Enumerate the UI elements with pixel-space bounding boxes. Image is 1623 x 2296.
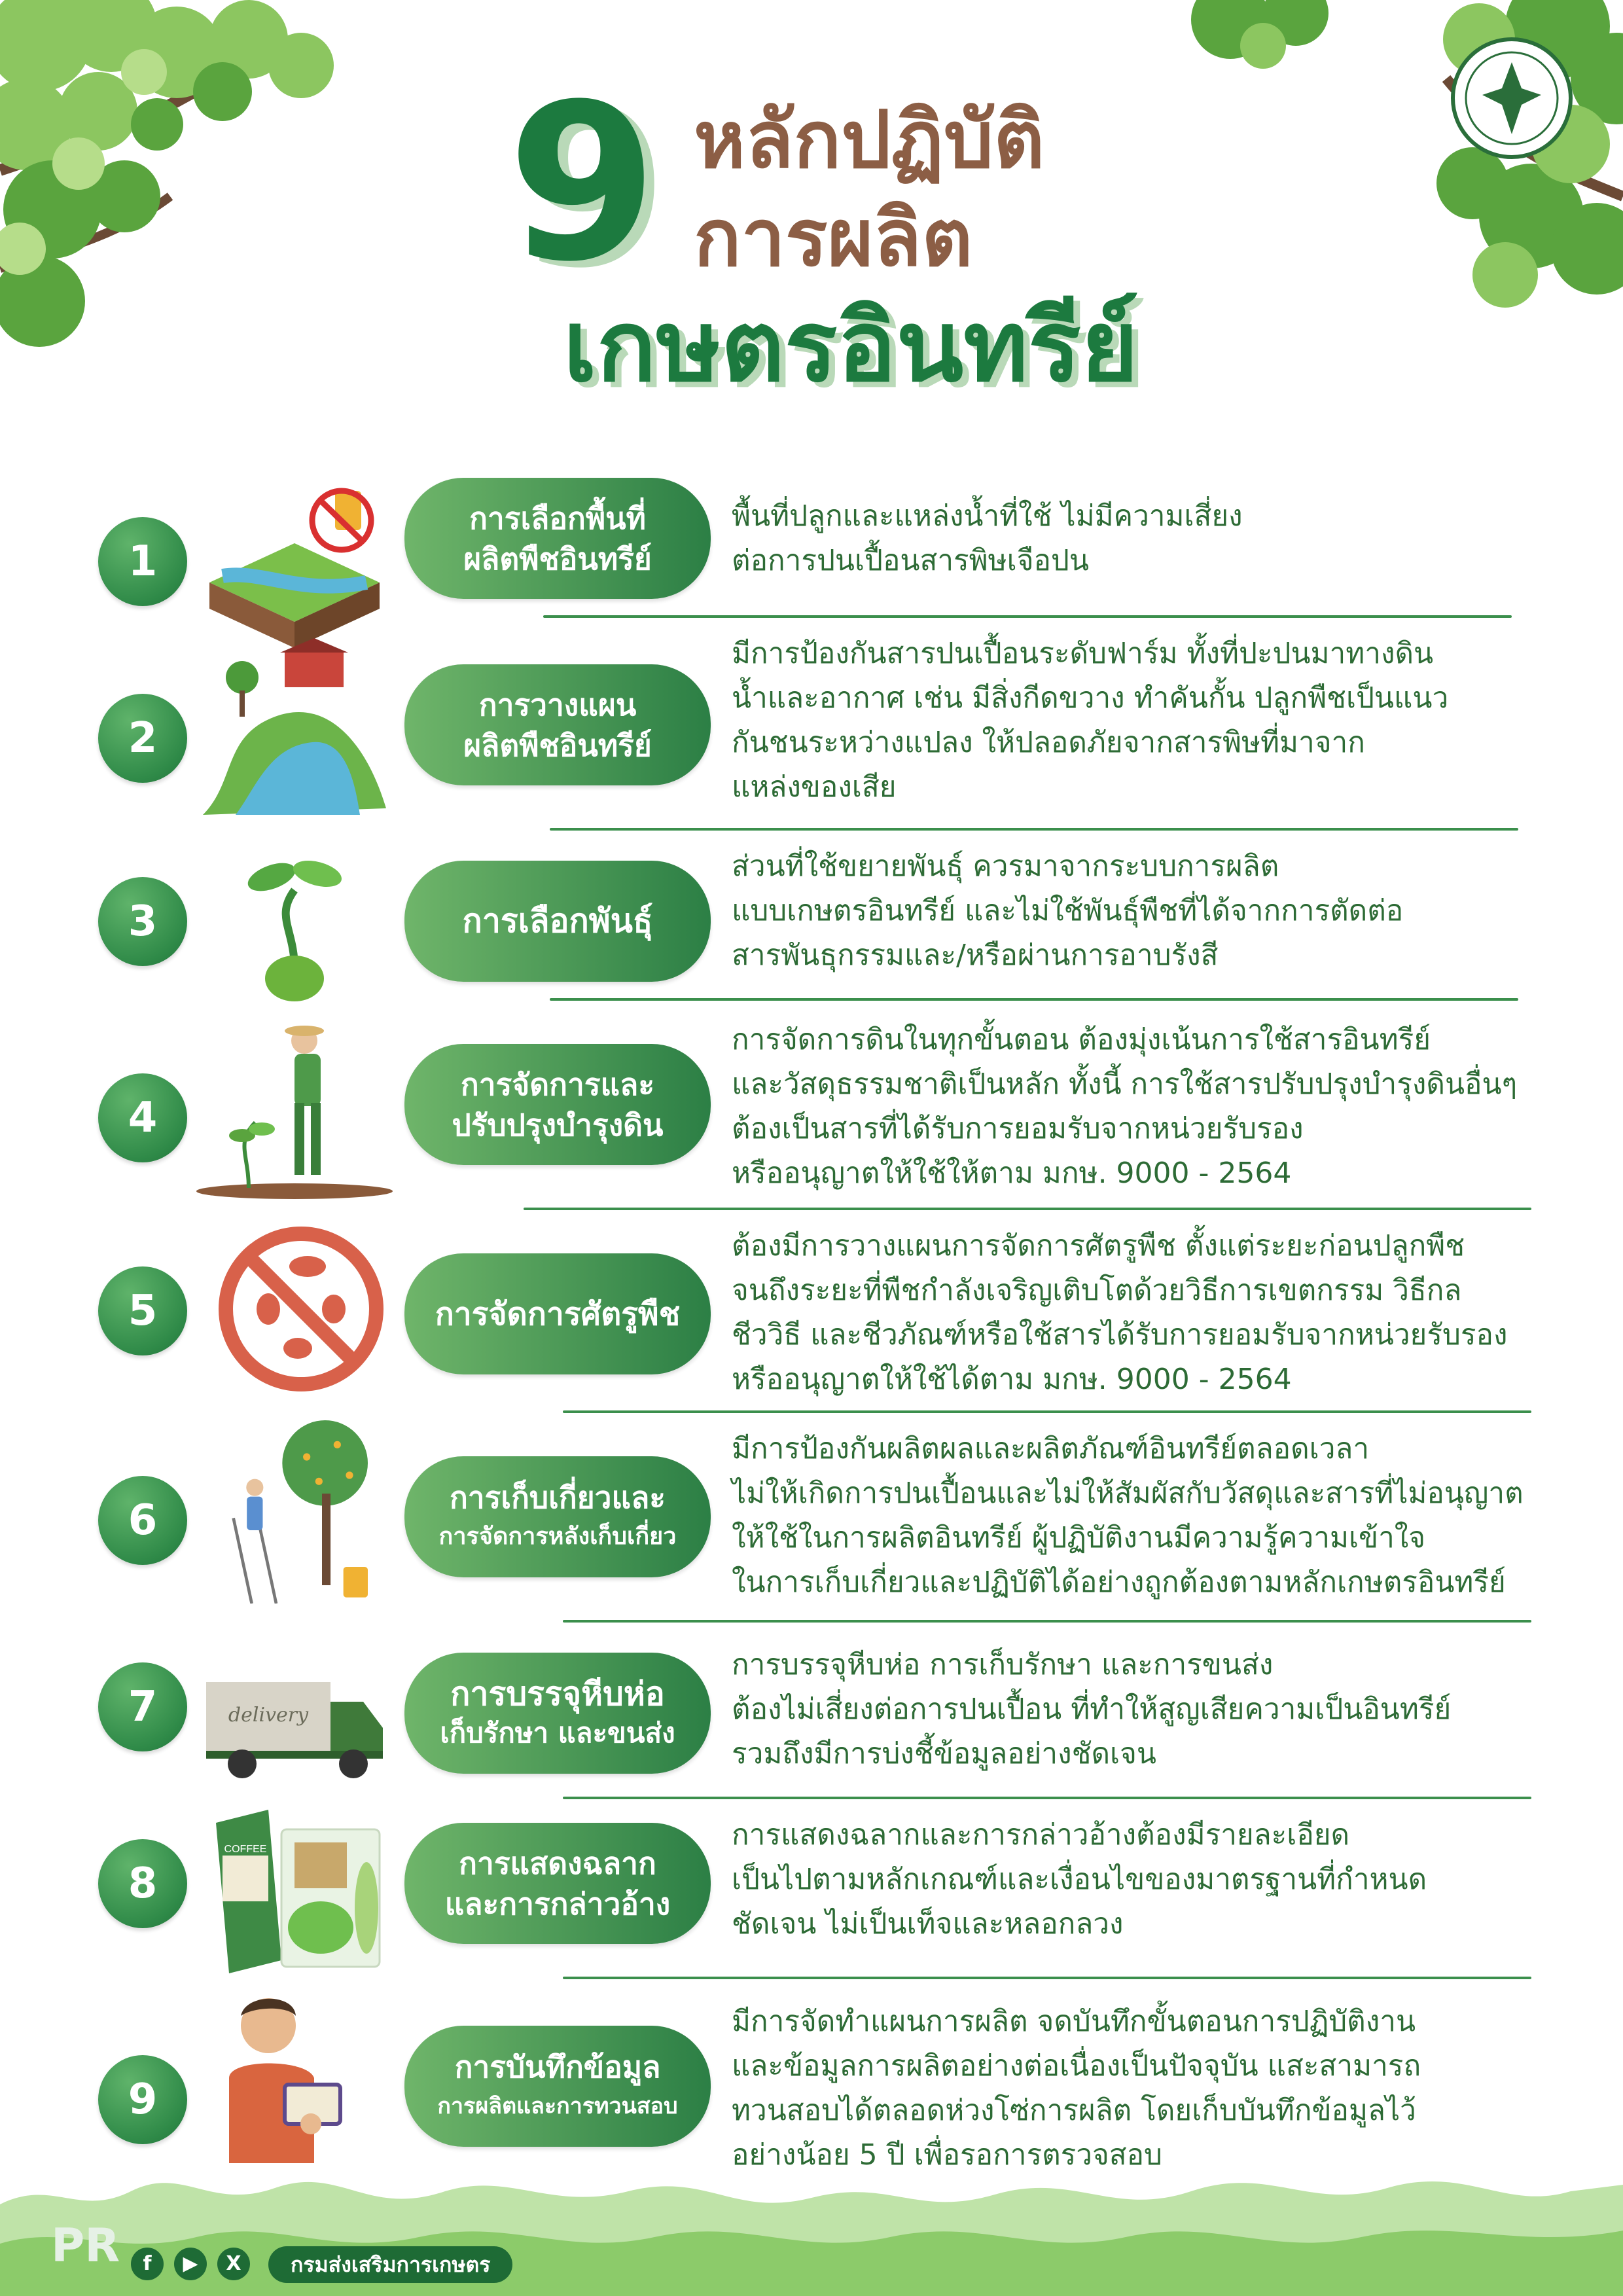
step-label-pill: การแสดงฉลาก และการกล่าวอ้าง	[404, 1823, 711, 1944]
row-divider	[550, 998, 1518, 1001]
no-pests-icon	[196, 1217, 393, 1401]
list-item	[0, 628, 1623, 831]
truck-text: delivery	[228, 1704, 309, 1727]
bag-text: COFFEE	[224, 1844, 267, 1855]
list-item	[0, 1420, 1623, 1617]
farmer-soil-icon	[196, 1018, 393, 1201]
step-description: มีการจัดทำแผนการผลิต จดบันทึกขั้นตอนการปฏิบัติงาน และข้อมูลการผลิตอย่างต่อเนื่องเป็นปัจจุบัน แสะสามารถ ทวนสอบได้ตลอดห่วงโซ่การผลิต โดยเก็บบันทึกข้อมูลไว้ อย่างน้อย 5 ปี เพื่อรอการตรวจสอบ	[732, 2005, 1421, 2172]
title-line-2: การผลิต	[694, 193, 973, 284]
step-label-pill: การวางแผน ผลิตพืชอินทรีย์	[404, 664, 711, 785]
step-number: 7	[98, 1662, 187, 1751]
step-number: 9	[98, 2055, 187, 2144]
step-number: 3	[98, 877, 187, 966]
step-label-pill: การบันทึกข้อมูล การผลิตและการทวนสอบ	[404, 2026, 711, 2147]
step-label-pill: การเลือกพื้นที่ ผลิตพืชอินทรีย์	[404, 478, 711, 599]
seedling-icon	[196, 838, 393, 1021]
title-number: 9	[507, 58, 658, 309]
step-label-pill: การบรรจุหีบห่อ เก็บรักษา และขนส่ง	[404, 1653, 711, 1774]
row-divider	[563, 1977, 1531, 1979]
harvest-tree-icon	[196, 1420, 393, 1604]
list-item	[0, 1217, 1623, 1414]
row-divider	[543, 615, 1512, 618]
step-description: การแสดงฉลากและการกล่าวอ้างต้องมีรายละเอียด เป็นไปตามหลักเกณฑ์และเงื่อนไขของมาตรฐานที่กำหนด ชัดเจน ไม่เป็นเท็จและหลอกลวง	[732, 1818, 1427, 1941]
step-description: พื้นที่ปลูกและแหล่งน้ำที่ใช้ ไม่มีความเสี่ยง ต่อการปนเปื้อนสารพิษเจือปน	[732, 499, 1243, 577]
row-divider	[563, 1620, 1531, 1623]
row-divider	[563, 1410, 1531, 1413]
list-item	[0, 838, 1623, 1001]
step-number: 5	[98, 1266, 187, 1355]
step-label-pill: การเลือกพันธุ์	[404, 861, 711, 982]
step-label-pill: การเก็บเกี่ยวและ การจัดการหลังเก็บเกี่ยว	[404, 1456, 711, 1577]
step-description: ส่วนที่ใช้ขยายพันธุ์ ควรมาจากระบบการผลิต แบบเกษตรอินทรีย์ และไม่ใช้พันธุ์พืชที่ได้จากการตัดต่อ สารพันธุกรรมและ/หรือผ่านการอาบรังสี	[732, 850, 1404, 972]
department-seal-icon	[1450, 36, 1574, 160]
facebook-icon[interactable]: f	[131, 2248, 164, 2280]
title-main: เกษตรอินทรีย์	[563, 290, 1139, 404]
farmland-water-icon	[196, 471, 393, 655]
youtube-icon[interactable]: ▶	[174, 2248, 207, 2280]
list-item	[0, 458, 1623, 622]
row-divider	[563, 1797, 1531, 1799]
step-number: 4	[98, 1073, 187, 1162]
foliage-top-left-icon	[0, 0, 340, 393]
title-line-1: หลักปฏิบัติ	[694, 95, 1045, 186]
delivery-truck-icon	[196, 1630, 393, 1813]
list-item	[0, 1800, 1623, 1970]
step-description: ต้องมีการวางแผนการจัดการศัตรูพืช ตั้งแต่ระยะก่อนปลูกพืช จนถึงระยะที่พืชกำลังเจริญเติบโตด้วยวิธีการเขตกรรม วิธีกล ชีววิธี และชีวภัณฑ์หรือใช้สารได้รับการยอมรับจากหน่วยรับรอง หรืออนุญาตให้ใช้ได้ตาม มกษ. 9000 - 2564	[732, 1229, 1508, 1396]
step-description: มีการป้องกันสารปนเปื้อนระดับฟาร์ม ทั้งที่ปะปนมาทางดิน น้ำและอากาศ เช่น มีสิ่งกีดขวาง ทำคันกั้น ปลูกพืชเป็นแนว กันชนระหว่างแปลง ให้ปลอดภัยจากสารพิษที่มาจาก แหล่งของเสีย	[732, 637, 1449, 804]
step-number: 8	[98, 1839, 187, 1928]
step-number: 1	[98, 517, 187, 606]
row-divider	[550, 828, 1518, 831]
pr-logo: PR	[51, 2219, 120, 2272]
farm-river-icon	[196, 638, 393, 821]
step-number: 6	[98, 1476, 187, 1565]
department-badge[interactable]: กรมส่งเสริมการเกษตร	[268, 2246, 512, 2283]
step-description: การจัดการดินในทุกขั้นตอน ต้องมุ่งเน้นการใช้สารอินทรีย์ และวัสดุธรรมชาติเป็นหลัก ทั้งนี้ การใช้สารปรับปรุงบำรุงดินอื่นๆ ต้องเป็นสารที่ได้รับการยอมรับจากหน่วยรับรอง หรืออนุญาตให้ใช้ให้ตาม มกษ. 9000 - 2564	[732, 1023, 1518, 1190]
footer	[0, 2219, 1623, 2296]
row-divider	[524, 1208, 1531, 1210]
step-label-pill: การจัดการศัตรูพืช	[404, 1253, 711, 1374]
step-description: การบรรจุหีบห่อ การเก็บรักษา และการขนส่ง ต้องไม่เสี่ยงต่อการปนเปื้อน ที่ทำให้สูญเสียความเป็นอินทรีย์ รวมถึงมีการบ่งชี้ข้อมูลอย่างชัดเจน	[732, 1648, 1452, 1770]
product-label-icon	[196, 1800, 393, 1983]
step-number: 2	[98, 694, 187, 783]
step-description: มีการป้องกันผลิตผลและผลิตภัณฑ์อินทรีย์ตลอดเวลา ไม่ให้เกิดการปนเปื้อนและไม่ให้สัมผัสกับวัสดุและสารที่ไม่อนุญาต ให้ใช้ในการผลิตอินทรีย์ ผู้ปฏิบัติงานมีความรู้ความเข้าใจ ในการเก็บเกี่ยวและปฏิบัติได้อย่างถูกต้องตามหลักเกษตรอินทรีย์	[732, 1432, 1524, 1599]
list-item	[0, 1630, 1623, 1793]
step-label-pill: การจัดการและ ปรับปรุงบำรุงดิน	[404, 1044, 711, 1165]
list-item	[0, 1008, 1623, 1211]
x-icon[interactable]: X	[217, 2248, 250, 2280]
